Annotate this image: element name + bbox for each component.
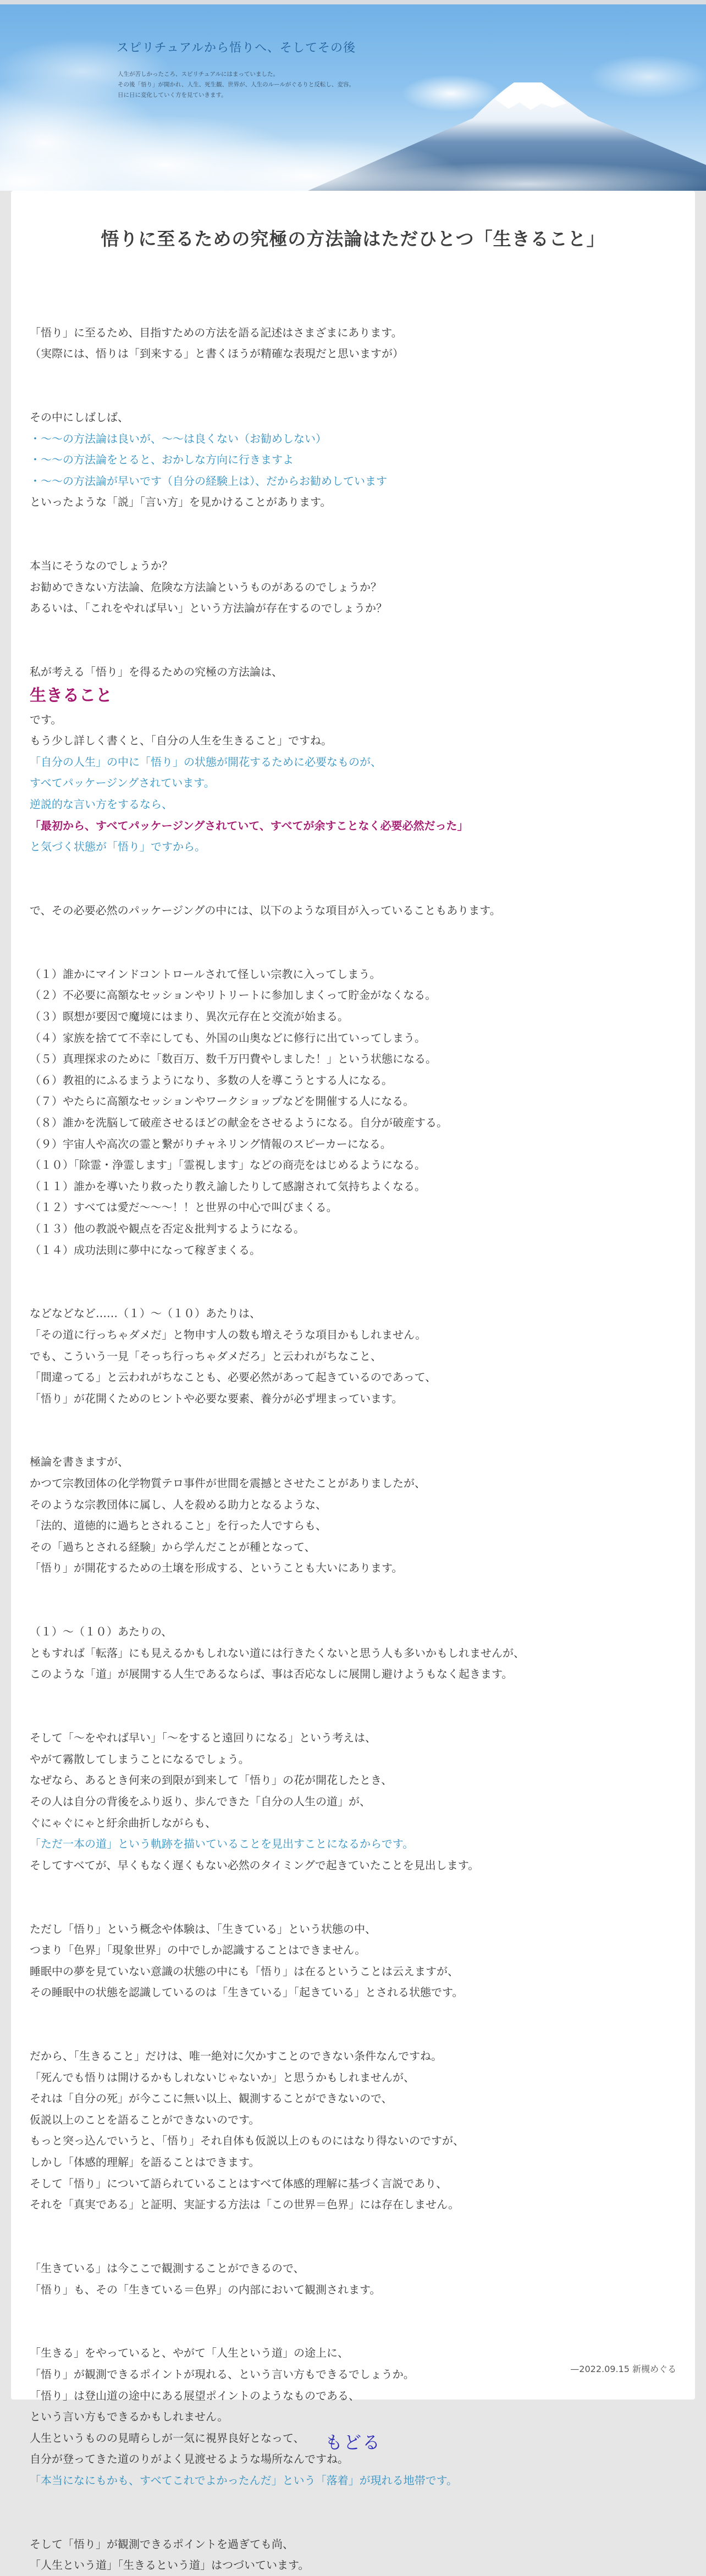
article-title: 悟りに至るための究極の方法論はただひとつ「生きること」 bbox=[101, 228, 605, 250]
article-line: 「生きる」をやっていると、やがて「人生という道」の途上に、 bbox=[30, 2346, 349, 2360]
article-line: このような「道」が展開する人生であるならば、事は否応なしに展開し避けようもなく起きます。 bbox=[30, 1667, 513, 1681]
blank-line bbox=[30, 878, 673, 900]
article-line: その中にしばしば、 bbox=[30, 410, 129, 424]
article-line: 「最初から、すべてパッケージングされていて、すべてが余すことなく必要必然だった」 bbox=[30, 819, 468, 832]
article-line: 「自分の人生」の中に「悟り」の状態が開花するために必要なものが、 bbox=[30, 755, 382, 769]
blank-line bbox=[30, 1600, 673, 1622]
article-line: （１）誰かにマインドコントロールされて怪しい宗教に入ってしまう。 bbox=[30, 967, 381, 981]
article-line: などなどなど……（１）〜（１０）あたりは、 bbox=[30, 1307, 261, 1320]
blank-line bbox=[30, 1282, 673, 1303]
article-line: 「法的、道徳的に過ちとされること」を行った人ですらも、 bbox=[30, 1519, 327, 1533]
article-line: その「過ちとされる経験」から学んだことが種となって、 bbox=[30, 1540, 316, 1554]
article-line: 逆説的な言い方をするなら、 bbox=[30, 798, 173, 811]
article-line: （４）家族を捨てて不幸にしても、外国の山奥などに修行に出ていってしまう。 bbox=[30, 1031, 426, 1044]
article-line: といったような「説」「言い方」を見かけることがあります。 bbox=[30, 495, 332, 509]
article-line: 「間違ってる」と云われがちなことも、必要必然があって起きているのであって、 bbox=[30, 1370, 437, 1384]
blank-line bbox=[30, 942, 673, 964]
blank-line bbox=[30, 2321, 673, 2343]
site-description-line: 日に日に変化していく方を見ていきます。 bbox=[118, 92, 227, 98]
article-line: すべてパッケージングされています。 bbox=[30, 776, 215, 790]
blank-line bbox=[30, 1430, 673, 1452]
article-line: （９）宇宙人や高次の霊と繋がりチャネリング情報のスピーカーになる。 bbox=[30, 1137, 391, 1151]
article-line: （８）誰かを洗脳して破産させるほどの献金をさせるようになる。自分が破産する。 bbox=[30, 1115, 448, 1129]
article-line: （１）〜（１０）あたりの、 bbox=[30, 1625, 173, 1639]
blank-line bbox=[30, 858, 673, 879]
article-line: 自分が登ってきた道のりがよく見渡せるような場所なんですね。 bbox=[30, 2452, 349, 2466]
article-line: （７）やたらに高額なセッションやワークショップなどを開催する人になる。 bbox=[30, 1094, 415, 1108]
blank-line bbox=[30, 619, 673, 640]
article-line: 「悟り」が開花するための土壌を形成する、ということも大いにあります。 bbox=[30, 1561, 403, 1575]
site-description bbox=[118, 69, 404, 101]
blank-line bbox=[30, 364, 673, 386]
article-line: そして「悟り」が観測できるポイントを過ぎても尚、 bbox=[30, 2537, 294, 2551]
article-line: 「本当になにもかも、すべてこれでよかったんだ」という「落着」が現れる地帯です。 bbox=[30, 2473, 457, 2487]
article-line: そして「〜をやれば早い」「〜をすると遠回りになる」という考えは、 bbox=[30, 1731, 376, 1745]
article-line: もっと突っ込んでいうと、「悟り」それ自体も仮説以上のものにはなり得ないのですが、 bbox=[30, 2134, 464, 2148]
article-line: そのような宗教団体に属し、人を殺める助力となるような、 bbox=[30, 1497, 327, 1511]
article-line: 「悟り」は登山道の途中にある展望ポイントのようなものである、 bbox=[30, 2389, 360, 2402]
site-header bbox=[0, 0, 706, 191]
article-line: そしてすべてが、早くもなく遅くもない必然のタイミングで起きていたことを見出します。 bbox=[30, 1858, 479, 1872]
blank-line bbox=[30, 1261, 673, 1282]
article-line: 本当にそうなのでしょうか？ bbox=[30, 559, 173, 573]
article-line: その睡眠中の状態を認識しているのは「生きている」「起きている」とされる状態です。 bbox=[30, 1986, 464, 1999]
site-description-line: 人生が苦しかったころ、スピリチュアルにはまっていました。 bbox=[118, 71, 279, 78]
article-line: （３）瞑想が要因で魔境にはまり、異次元存在と交流が始まる。 bbox=[30, 1010, 349, 1023]
article-line: やがて霧散してしまうことになるでしょう。 bbox=[30, 1752, 250, 1766]
blank-line bbox=[30, 2491, 673, 2513]
blank-line bbox=[30, 2025, 673, 2046]
blank-line bbox=[30, 2300, 673, 2321]
blank-line bbox=[30, 2003, 673, 2025]
blank-line bbox=[30, 1706, 673, 1728]
article-line: 「悟り」に至るため、目指すための方法を語る記述はさまざまにあります。 bbox=[30, 325, 402, 339]
article-line: （１４）成功法則に夢中になって稼ぎまくる。 bbox=[30, 1243, 261, 1257]
article-line: あるいは、「これをやれば早い」という方法論が存在するのでしょうか？ bbox=[30, 601, 387, 615]
blank-line bbox=[30, 1876, 673, 1897]
article-line: しかし「体感的理解」を語ることはできます。 bbox=[30, 2155, 260, 2169]
site-description-line: その後「悟り」が開かれ、人生、死生観、世界が、人生のルールがぐるりと反転し、変容。 bbox=[118, 81, 355, 88]
blank-line bbox=[30, 921, 673, 943]
blank-line bbox=[30, 2236, 673, 2258]
article-line: ・〜〜の方法論をとると、おかしな方向に行きますよ bbox=[30, 453, 294, 467]
article-line: （５）真理探求のために「数百万、数千万円費やしました！」という状態になる。 bbox=[30, 1052, 437, 1066]
article-line: 「悟り」も、その「生きている＝色界」の内部において観測されます。 bbox=[30, 2282, 381, 2296]
article-line: ・〜〜の方法論が早いです（自分の経験上は）、だからお勧めしています bbox=[30, 474, 387, 488]
article-line: そして「悟り」について語られていることはすべて体感的理解に基づく言説であり、 bbox=[30, 2176, 448, 2190]
article-date-author: —2022.09.15 新槻めぐる bbox=[570, 2364, 676, 2374]
article-line: 「人生という道」「生きるという道」はつづいています。 bbox=[30, 2558, 310, 2572]
article-line: 「死んでも悟りは開けるかもしれないじゃないか」と思うかもしれませんが、 bbox=[30, 2070, 415, 2084]
article-line: ぐにゃぐにゃと紆余曲折しながらも、 bbox=[30, 1816, 217, 1829]
article-line: だから、「生きること」だけは、唯一絶対に欠かすことのできない条件なんですね。 bbox=[30, 2049, 442, 2063]
article-line: （実際には、悟りは「到来する」と書くほうが精確な表現だと思いますが） bbox=[30, 347, 404, 361]
blank-line bbox=[30, 1897, 673, 1919]
blank-line bbox=[30, 385, 673, 407]
article-line: 人生というものの見晴らしが一気に視界良好となって、 bbox=[30, 2431, 305, 2445]
article-line: と気づく状態が「悟り」ですから。 bbox=[30, 840, 206, 854]
article-line: という言い方もできるかもしれません。 bbox=[30, 2410, 229, 2424]
site-title[interactable]: スピリチュアルから悟りへ、そしてその後 bbox=[117, 41, 356, 55]
article-line: （１０）「除霊・浄霊します」「霊視します」などの商売をはじめるようになる。 bbox=[30, 1158, 426, 1172]
article-line: （２）不必要に高額なセッションやリトリートに参加しまくって貯金がなくなる。 bbox=[30, 988, 437, 1002]
article-line: 「ただ一本の道」という軌跡を描いていることを見出すことになるからです。 bbox=[30, 1837, 414, 1851]
blank-line bbox=[30, 640, 673, 662]
article-line: かつて宗教団体の化学物質テロ事件が世間を震撼とさせたことがありましたが、 bbox=[30, 1477, 426, 1490]
article-line: 極論を書きますが、 bbox=[30, 1455, 129, 1469]
article-line: それを「真実である」と証明、実証する方法は「この世界＝色界」には存在しません。 bbox=[30, 2198, 460, 2212]
article-line: （１３）他の教説や観点を否定＆批判するようになる。 bbox=[30, 1221, 305, 1235]
article-line: 「悟り」が花開くためのヒントや必要な要素、養分が必ず埋まっています。 bbox=[30, 1391, 403, 1405]
blank-line bbox=[30, 534, 673, 556]
blank-line bbox=[30, 1579, 673, 1600]
article-body bbox=[30, 301, 673, 2576]
blank-line bbox=[30, 1409, 673, 1430]
blank-line bbox=[30, 2512, 673, 2534]
article-line: ただし「悟り」という概念や体験は、「生きている」という状態の中、 bbox=[30, 1922, 376, 1936]
article-line: 私が考える「悟り」を得るための究極の方法論は、 bbox=[30, 665, 283, 679]
article-line: で、その必要必然のパッケージングの中には、以下のような項目が入っていることもあります。 bbox=[30, 904, 501, 917]
article-line: でも、こういう一見「そっち行っちゃダメだろ」と云われがちなこと、 bbox=[30, 1349, 382, 1363]
article-line: 睡眠中の夢を見ていない意識の状態の中にも「悟り」は在るということは云えますが、 bbox=[30, 1964, 459, 1978]
article-line: 「その道に行っちゃダメだ」と物申す人の数も増えそうな項目かもしれません。 bbox=[30, 1328, 427, 1341]
article-line: （６）教祖的にふるまうようになり、多数の人を導こうとする人になる。 bbox=[30, 1073, 393, 1087]
article-line: 「生きている」は今ここで観測することができるので、 bbox=[30, 2262, 305, 2275]
blank-line bbox=[30, 301, 673, 322]
article-line: お勧めできない方法論、危険な方法論というものがあるのでしょうか？ bbox=[30, 580, 382, 594]
article-line: 「悟り」が観測できるポイントが現れる、という言い方もできるでしょうか。 bbox=[30, 2368, 415, 2381]
article-line: ・〜〜の方法論は良いが、〜〜は良くない（お勧めしない） bbox=[30, 432, 327, 445]
article-line: それは「自分の死」が今ここに無い以上、観測することができないので、 bbox=[30, 2092, 393, 2105]
article-line: ともすれば「転落」にも見えるかもしれない道には行きたくないと思う人も多いかもしれませんが、 bbox=[30, 1646, 525, 1660]
article-line: です。 bbox=[30, 712, 62, 726]
article-line: 生きること bbox=[30, 686, 112, 705]
blank-line bbox=[30, 513, 673, 534]
article-line: 仮説以上のことを語ることができないのです。 bbox=[30, 2113, 260, 2126]
article-line: （１１）誰かを導いたり救ったり教え諭したりして感謝されて気持ちよくなる。 bbox=[30, 1179, 426, 1193]
article-line: なぜなら、あるとき何来の到限が到来して「悟り」の花が開花したとき、 bbox=[30, 1773, 393, 1787]
article-line: （１２）すべては愛だ〜〜〜！！と世界の中心で叫びまくる。 bbox=[30, 1201, 338, 1214]
article-line: もう少し詳しく書くと、「自分の人生を生きること」ですね。 bbox=[30, 734, 332, 748]
back-link[interactable]: もどる bbox=[324, 2432, 381, 2453]
blank-line bbox=[30, 1685, 673, 1706]
article-line: つまり「色界」「現象世界」の中でしか認識することはできません。 bbox=[30, 1943, 366, 1957]
article-line: その人は自分の背後をふり返り、歩んできた「自分の人生の道」が、 bbox=[30, 1794, 371, 1808]
blank-line bbox=[30, 2215, 673, 2237]
